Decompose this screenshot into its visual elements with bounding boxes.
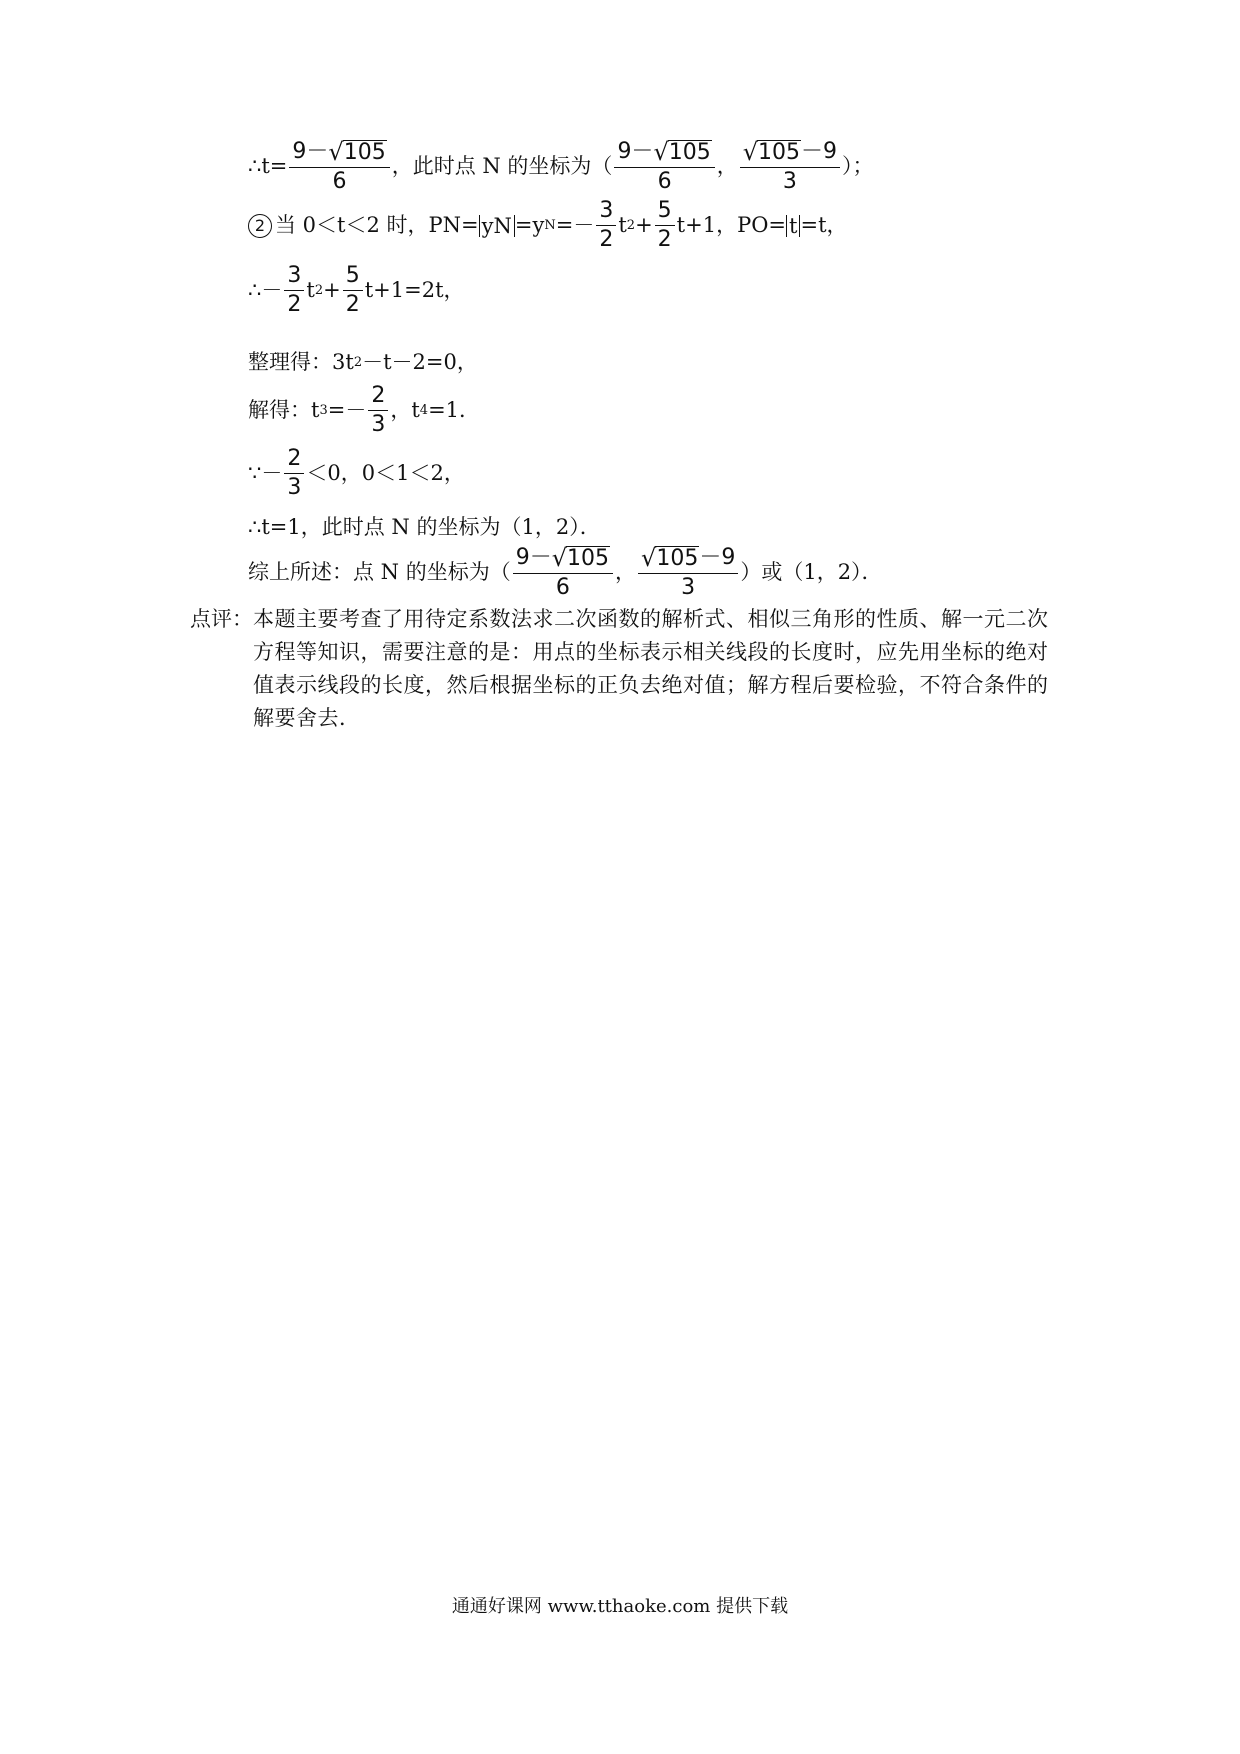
text: t — [618, 213, 627, 237]
text: + — [323, 278, 341, 302]
solution-line-1 — [248, 140, 874, 193]
denominator: 2 — [657, 227, 672, 252]
subscript: 4 — [419, 403, 429, 418]
solution-line-4 — [248, 352, 478, 373]
solution-line-8 — [248, 546, 883, 599]
superscript: 2 — [626, 218, 636, 233]
comment-label: 点评： — [190, 607, 253, 631]
radicand: 105 — [567, 546, 610, 571]
numerator-part: 9－ — [617, 139, 654, 164]
line1-lead: ∴t= — [248, 154, 288, 178]
text: t — [306, 278, 315, 302]
numerator-part: －9 — [801, 139, 838, 164]
text: =1． — [428, 398, 481, 422]
text: ）或（1，2）． — [740, 560, 883, 584]
page-footer: 通通好课网 www.tthaoke.com 提供下载 — [451, 1596, 789, 1617]
fraction-three-halves — [284, 265, 304, 316]
fraction-five-halves — [655, 200, 675, 251]
text: ∴t=1，此时点 N 的坐标为（1，2）． — [248, 515, 601, 539]
subscript: 3 — [319, 403, 328, 418]
fraction-two-thirds — [284, 448, 304, 499]
superscript: 2 — [353, 355, 363, 370]
line1-mid: ，此时点 N 的坐标为（ — [391, 154, 613, 178]
denominator: 3 — [782, 169, 797, 194]
numerator: 2 — [284, 448, 304, 474]
fraction-y-coord — [638, 546, 738, 599]
numerator-part: －9 — [699, 545, 736, 570]
denominator: 6 — [555, 575, 570, 600]
fraction-three-halves — [596, 200, 616, 251]
text: =－ — [555, 213, 595, 237]
numerator-part: 9－ — [292, 139, 329, 164]
absolute-value-yN: yN — [479, 215, 515, 237]
text: 整理得：3t — [248, 350, 354, 374]
fraction-t-value — [289, 140, 389, 193]
comment-block — [190, 603, 1060, 735]
denominator: 3 — [681, 575, 696, 600]
text: =－ — [327, 398, 367, 422]
absolute-value-t: t — [786, 215, 800, 237]
sqrt: √ 105 — [742, 138, 801, 167]
denominator: 2 — [345, 292, 360, 317]
solution-line-7 — [248, 517, 601, 538]
fraction-y-coord — [740, 140, 840, 193]
denominator: 2 — [287, 292, 302, 317]
solution-line-5 — [248, 385, 480, 436]
numerator: 3 — [596, 200, 616, 226]
text: 解得：t — [248, 398, 320, 422]
numerator: 2 — [368, 385, 388, 411]
radicand: 105 — [656, 546, 699, 571]
solution-line-6 — [248, 448, 465, 499]
denominator: 6 — [332, 169, 347, 194]
text: + — [635, 213, 653, 237]
text: 当 0＜t＜2 时，PN= — [275, 213, 479, 237]
text: ∵－ — [248, 461, 283, 485]
fraction-x-coord — [513, 546, 613, 599]
text: ＜0，0＜1＜2， — [306, 461, 465, 485]
text: ，t — [390, 398, 420, 422]
denominator: 3 — [371, 412, 386, 437]
sqrt: √ 105 — [653, 138, 711, 167]
text: t+1=2t， — [364, 278, 465, 302]
numerator-part: 9－ — [515, 545, 552, 570]
sqrt: √ 105 — [328, 138, 386, 167]
line1-sep: ， — [716, 154, 738, 178]
numerator: 5 — [655, 200, 675, 226]
radicand: 105 — [668, 140, 711, 165]
fraction-x-coord — [614, 140, 714, 193]
comment-text: 本题主要考查了用待定系数法求二次函数的解析式、相似三角形的性质、解一元二次方程等知识，需要注意的是：用点的坐标表示相关线段的长度时，应先用坐标的绝对值表示线段的长度，然后根据坐标的正负去绝对值；解方程后要检验，不符合条件的解要舍去． — [253, 607, 1049, 730]
fraction-two-thirds — [368, 385, 388, 436]
solution-line-3 — [248, 265, 465, 316]
denominator: 6 — [657, 169, 672, 194]
denominator: 2 — [599, 227, 614, 252]
fraction-five-halves — [343, 265, 363, 316]
radicand: 105 — [758, 140, 801, 165]
denominator: 3 — [287, 475, 302, 500]
text: ， — [615, 560, 637, 584]
numerator: 3 — [284, 265, 304, 291]
subscript: N — [544, 218, 556, 233]
solution-line-2 — [248, 200, 848, 251]
superscript: 2 — [314, 283, 324, 298]
sqrt: √ 105 — [551, 544, 610, 573]
text: t+1，PO= — [676, 213, 787, 237]
text: 综上所述：点 N 的坐标为（ — [248, 560, 511, 584]
text: =t， — [800, 213, 848, 237]
line1-tail: ）； — [842, 154, 874, 178]
numerator: 5 — [343, 265, 363, 291]
radicand: 105 — [343, 140, 386, 165]
sqrt: √ 105 — [641, 544, 699, 573]
text: =y — [514, 213, 545, 237]
circled-number-2: 2 — [248, 214, 272, 238]
text: ∴－ — [248, 278, 283, 302]
text: －t－2=0， — [362, 350, 478, 374]
